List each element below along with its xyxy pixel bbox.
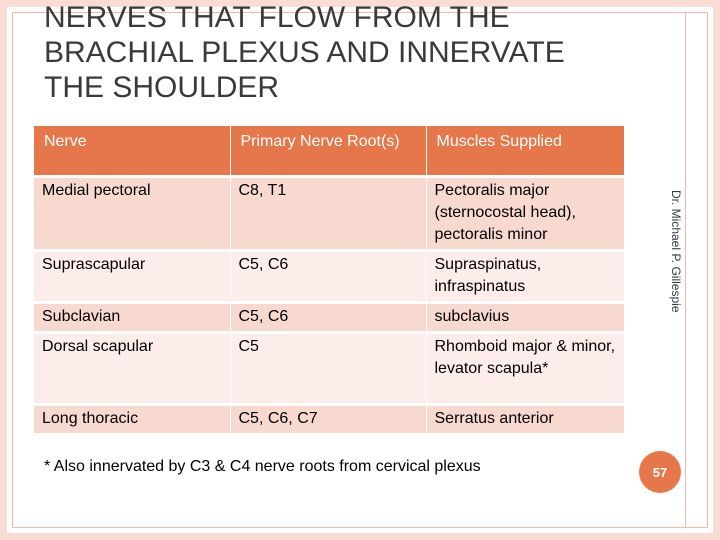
cell-nerve: Long thoracic	[34, 405, 230, 434]
nerve-table	[34, 126, 624, 433]
header-muscles: Muscles Supplied	[426, 126, 624, 177]
cell-muscles: subclavius	[426, 303, 624, 333]
table-row	[34, 177, 624, 251]
table-row	[34, 405, 624, 434]
title-line: NERVES THAT FLOW FROM THE	[44, 1, 510, 34]
cell-root: C5, C6, C7	[230, 405, 426, 434]
slide-title	[44, 0, 644, 105]
right-divider-line	[685, 12, 686, 528]
cell-root: C8, T1	[230, 177, 426, 251]
cell-nerve: Suprascapular	[34, 251, 230, 303]
page-number: 57	[652, 464, 668, 480]
title-line: THE SHOULDER	[44, 71, 280, 104]
cell-nerve: Subclavian	[34, 303, 230, 333]
cell-muscles: Supraspinatus, infraspinatus	[426, 251, 624, 303]
table-row	[34, 303, 624, 333]
cell-nerve: Dorsal scapular	[34, 333, 230, 405]
page-number-badge	[639, 451, 681, 493]
header-root: Primary Nerve Root(s)	[230, 126, 426, 177]
footnote: * Also innervated by C3 & C4 nerve roots from cervical plexus	[44, 458, 481, 475]
cell-muscles: Rhomboid major & minor, levator scapula*	[426, 333, 624, 405]
author-credit: Dr. Michael P. Gillespie	[669, 190, 683, 313]
cell-nerve: Medial pectoral	[34, 177, 230, 251]
cell-root: C5, C6	[230, 251, 426, 303]
table-row	[34, 251, 624, 303]
cell-root: C5	[230, 333, 426, 405]
cell-muscles: Serratus anterior	[426, 405, 624, 434]
cell-root: C5, C6	[230, 303, 426, 333]
title-line: BRACHIAL PLEXUS AND INNERVATE	[44, 36, 565, 69]
table-row	[34, 333, 624, 405]
header-nerve: Nerve	[34, 126, 230, 177]
table-header-row	[34, 126, 624, 177]
cell-muscles: Pectoralis major (sternocostal head), pectoralis minor	[426, 177, 624, 251]
